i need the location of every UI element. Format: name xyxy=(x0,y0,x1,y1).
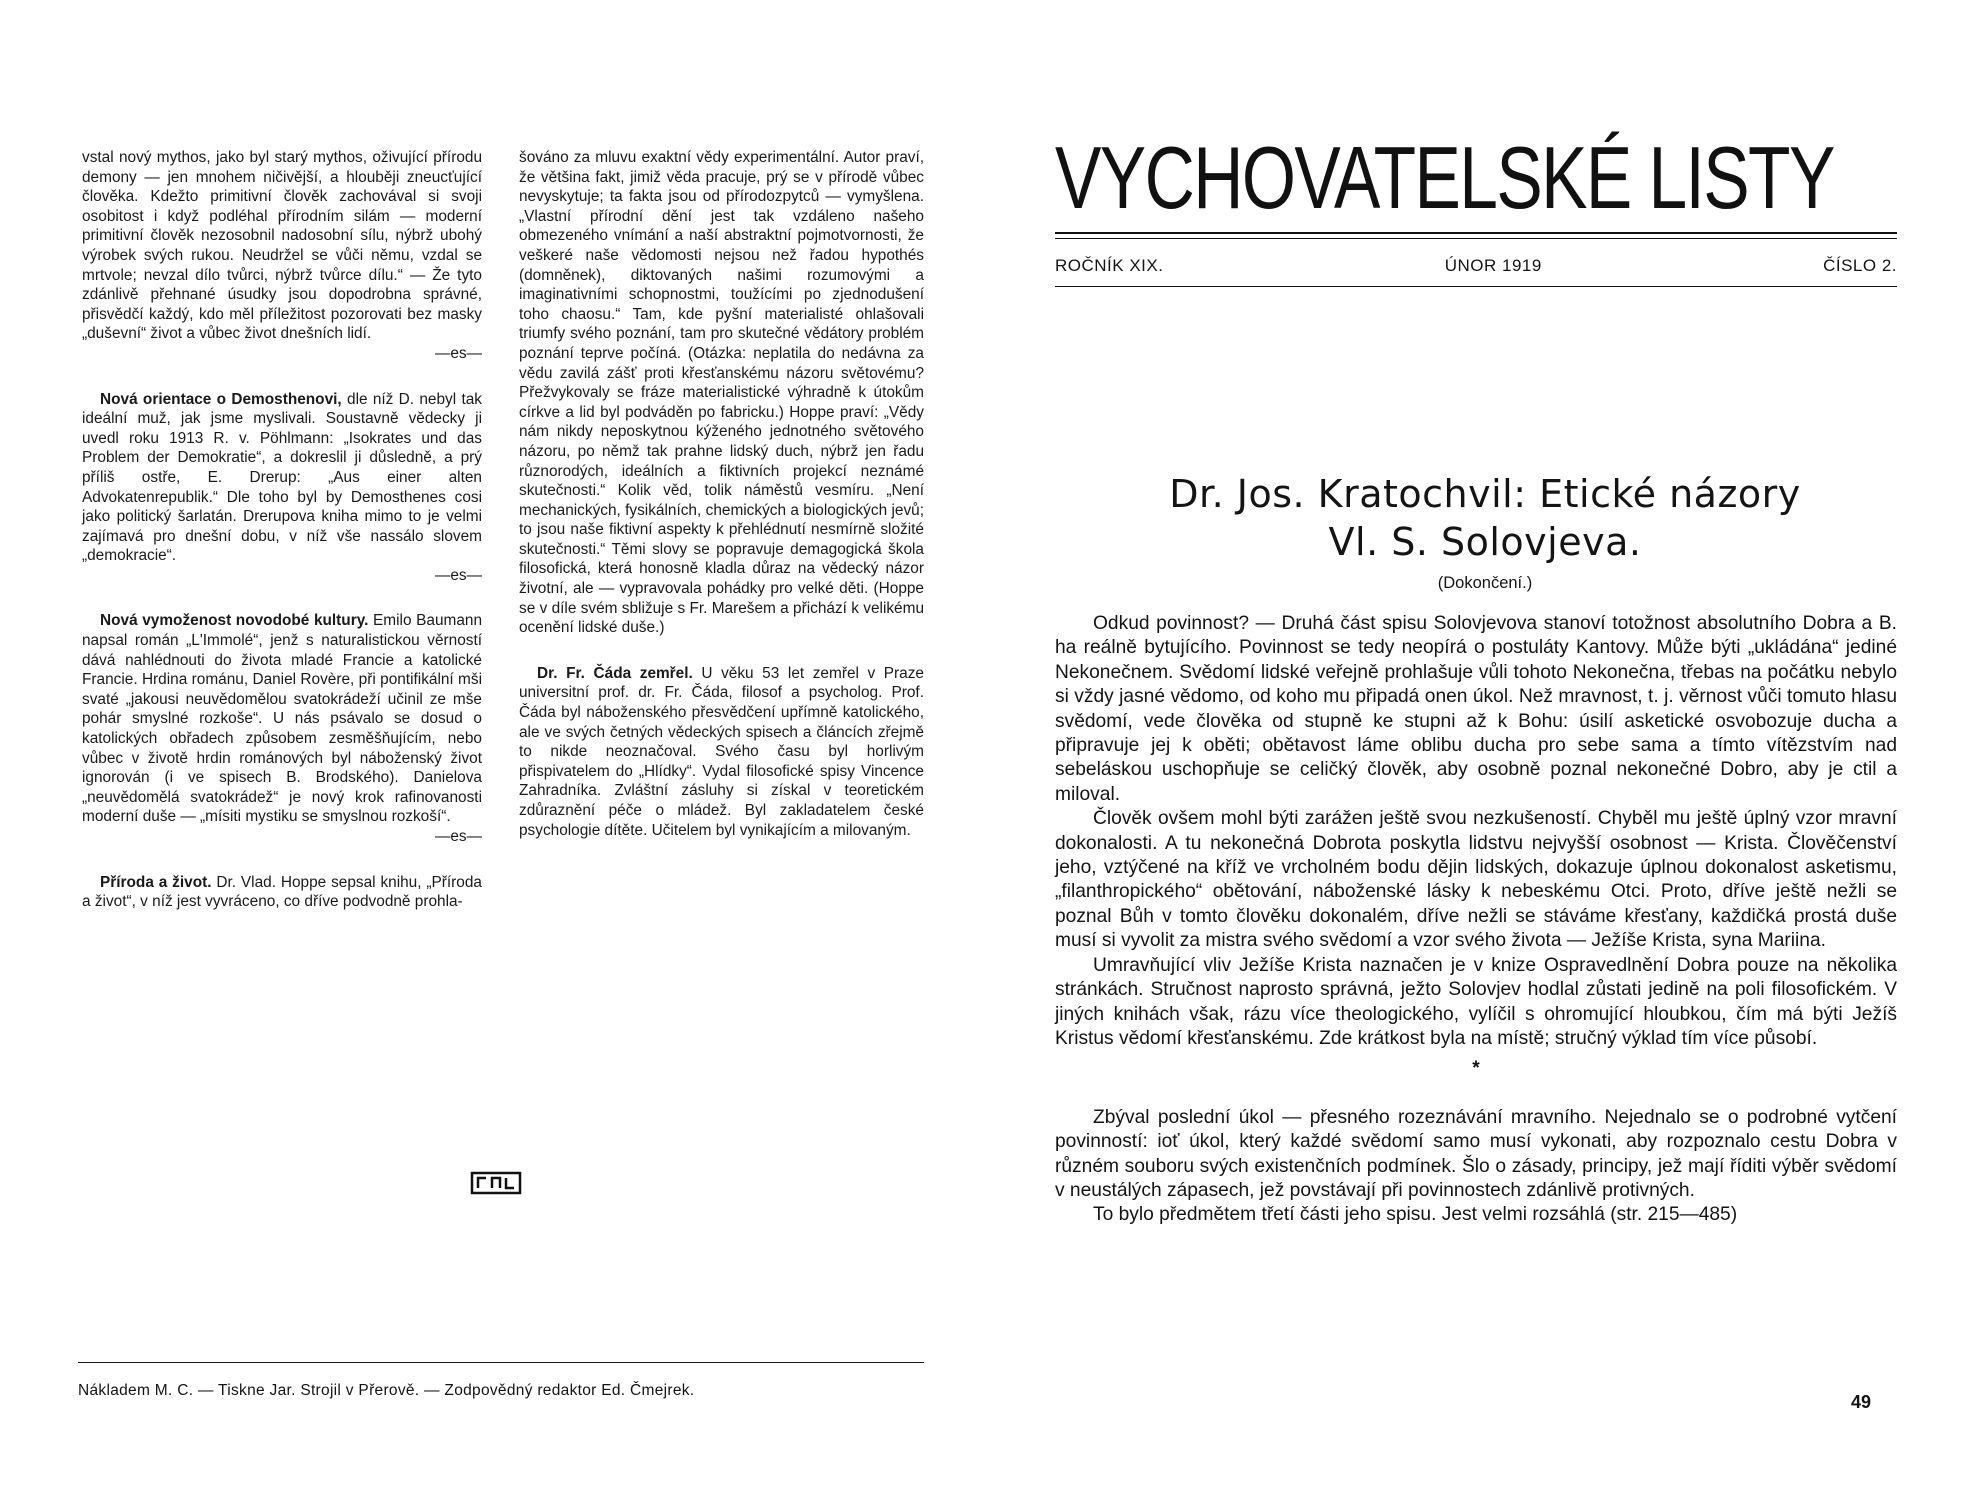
article-heading: Nová orientace o Demosthenovi, xyxy=(100,390,342,408)
article-heading: Příroda a život. xyxy=(100,873,212,891)
left-column-2 xyxy=(519,148,924,840)
article-heading: Nová vymoženost novodobé kultury. xyxy=(100,612,369,630)
paragraph-mythos: vstal nový mythos, jako byl starý mythos, oživující přírodu demony — jen mnohem ničivější, a hlouběji zneucťující člověka. Kdežto primitivní člověk zachovával si svoji osobitost i když podléhal přírodním silám — moderní primitivní člověk nezosobnil nadosobní sílu, nýbrž ubohý výrobek svých rukou. Neudržel se vůči němu, vzdal se mrtvole; nevzal dílo tvůrci, nýbrž tvůrce dílu.“ — Že tyto zdánlivě přehnané úsudky jsou dopodrobna správné, přisvědčí každý, kdo měl příležitost pozorovati bez masky „duševní“ život a vůbec život dnešních lidí. —es— xyxy=(82,149,482,362)
body-paragraph: Odkud povinnost? — Druhá část spisu Solovjevova stanoví totožnost absolutního Dobra a B. ha reálně bytujícího. Povinnost se tedy neopírá o postuláty Kantovy. Může býti „ukládána“ jediné Nekonečnem. Svědomí lidské veřejně prohlašuje vůli tohoto Nekonečna, třebas na počátku nebylo si vždy jasné vědomo, od koho mu připadá onen úkol. Než mravnost, t. j. věrnost vůči tomuto hlasu svědomí, vede člověka od stupně ke stupni až k Bohu: úsilí asketické osvobozuje ducha a připravuje jej k oběti; obětavost láme oblibu ducha pro sebe sama a tímto vítězstvím nad sebeláskou uschopňuje se celičký člověk, aby osobně poznal nekonečné Dobro, aby je ctil a miloval. xyxy=(1055,613,1897,805)
left-column-1 xyxy=(82,148,482,912)
article-kultury: Nová vymoženost novodobé kultury. Emilo Baumann napsal román „L'Immolé“, jenž s naturalistickou věrností dává nahlédnouti do života mladé Francie a katolické Francie. Hrdina románu, Daniel Rovère, při pontifikální mši svaté „jakousi neuvědomělou svatokrádeží učinil ze mše pohár smyslné rozkoše“. U nás psávalo se dosud o katolických obřadech způsobem zesměšňujícím, nebo vůbec v životě hrdin románových byl náboženský život ignorován (i ve spisech B. Brodského). Danielova „neuvědomělá svatokrádež“ je nový krok rafinovanosti moderní duše — „mísiti mystiku se smyslnou rozkoší“. —es— xyxy=(82,612,483,845)
article-body xyxy=(1055,612,1897,1228)
article-cada: Dr. Fr. Čáda zemřel. U věku 53 let zemřel v Praze universitní prof. dr. Fr. Čáda, filosof a psycholog. Prof. Čáda byl náboženského přesvědčení upřímně katolického, ale ve svých četných vědeckých spisech a článcích zřejmě to nikde neoznačoval. Svého času byl horlivým přispivatelem do „Hlídky“. Vydal filosofické spisy Vincence Zahradníka. Zvláštní zásluhy si získal v teoretickém zdůraznění péče o mládež. Byl zakladatelem české psychologie dítěte. Učitelem byl vynikajícím a milovaným. xyxy=(519,664,924,839)
title-line-2: Vl. S. Solovjeva. xyxy=(1328,520,1642,564)
signature: —es— xyxy=(434,344,482,362)
issue-meta-row xyxy=(1055,256,1897,276)
article-subtitle: (Dokončení.) xyxy=(1437,574,1533,592)
article-priroda: Příroda a život. Dr. Vlad. Hoppe sepsal knihu, „Příroda a život“, v níž jest vyvráceno, co dříve podvodně prohla- xyxy=(82,873,482,911)
body-paragraph: To bylo předmětem třetí části jeho spisu. Jest velmi rozsáhlá (str. 215—485) xyxy=(1093,1204,1738,1226)
right-page xyxy=(985,0,1970,1500)
page-number: 49 xyxy=(1851,1392,1872,1412)
masthead-title: VYCHOVATELSKÉ LISTY xyxy=(1055,128,1834,227)
body-paragraph: Umravňující vliv Ježíše Krista naznačen je v knize Ospravedlnění Dobra pouze na několika stránkách. Stručnost naprosto správná, ježto Solovjev hodlal zůstati jedině na poli filosofickém. V jiných knihách však, rázu více theologického, vylíčil s ohromující hloubkou, čím má býti Ježíš Kristus vědomí křesťanskému. Zde krátkost byla na místě; stručný výklad tím více působí. xyxy=(1055,954,1897,1049)
issue-number: ČÍSLO 2. xyxy=(1823,256,1897,275)
masthead-rule xyxy=(1055,232,1897,234)
footer-rule xyxy=(78,1362,924,1363)
body-paragraph: Člověk ovšem mohl býti zarážen ještě svou nezkušeností. Chyběl mu ještě úplný vzor mravní dokonalosti. A tu nekonečná Dobrota poskytla lidstvu nejvyšší osobnost — Krista. Člověčenství jeho, vztýčené na kříž ve vrcholném bodu dějin lidských, dokazuje úplnou dokonalost asketismu, „filanthropického“ obětování, náboženské lásky k nebeskému Otci. Proto, dříve ještě nežli se poznal Bůh v tomto člověku dokonalém, dříve nežli se stáváme křesťany, každičká prostá duše musí si vyvolit za mistra svého svědomí a vzor svého života — Ježíše Krista, syna Mariina. xyxy=(1055,808,1897,952)
article-demosthenes: Nová orientace o Demosthenovi, dle níž D. nebyl tak ideální muž, jak jsme myslivali. Soustavně vědecky ji uvedl roku 1913 R. v. Pöhlmann: „Isokrates und das Problem der Demokratie“, a dokreslil ji důsledně, a prý příliš ostře, E. Drerup: „Aus einer alten Advokatenrepublik.“ Dle toho byl by Demosthenes cosi jako politický šarlatán. Drerupova kniha mimo to je velmi zajímavá pro dnešní dobu, v níž vše nassálo slovem „demokracie“. —es— xyxy=(82,390,482,584)
signature: —es— xyxy=(434,566,482,584)
paragraph-priroda-cont: šováno za mluvu exaktní vědy experimentální. Autor praví, že většina fakt, jimiž věda pracuje, prý se v přírodě vůbec nevyskytuje; ta fakta jsou od přírodozpytců — vymyšlena. „Vlastní přírodní dění jest tak vzdáleno našeho obmezeného vnímání a naší abstraktní pojmotvornosti, že veškeré naše vědomosti nejsou než řadou hypothés (domněnek), diktovaných našimi rozumovými a imaginativními schopnostmi, toužícími po zjednodušení toho chaosu.“ Tam, kde pyšní materialisté ohlašovali triumfy svého poznání, tam pro skutečné vědátory problém poznání teprve počíná. (Otázka: neplatila do nedávna za vědu zavilá zášť proti křesťanskému názoru světovému? Přežvykovaly se fráze materialistické výhradně k útokům církve a lid byl podváděn po fabricku.) Hoppe praví: „Vědy nám nikdy neposkytnou kýženého jednotného světového názoru, po němž tak prahne lidský duch, nýbrž jen řadu různorodých, ideálních a fiktivních projekcí neznámé skutečnosti.“ Kolik věd, tolik náměstů vesmíru. „Není mechanických, fysikálních, chemických a biologických jevů; to jsou naše fiktivní aspekty k přehlédnutí nesmírně složité skutečnosti.“ Těmi slovy se popravuje demagogická škola filosofická, která honosně kladla důraz na vědecký názor životní, ale — vypravovala pohádky pro velké děti. (Hoppe se v díle svém sbližuje s Fr. Marešem a přichází k velikému ocenění lidské duše.) xyxy=(519,149,924,637)
meta-rule xyxy=(1055,286,1897,287)
imprint-footer: Nákladem M. C. — Tiskne Jar. Strojil v Přerově. — Zodpovědný redaktor Ed. Čmejrek. xyxy=(78,1382,695,1399)
section-star-separator: * xyxy=(1472,1058,1480,1080)
issue-date: ÚNOR 1919 xyxy=(1444,256,1542,275)
article-heading: Dr. Fr. Čáda zemřel. xyxy=(537,664,693,682)
title-line-1: Dr. Jos. Kratochvil: Etické názory xyxy=(1169,472,1801,516)
signature: —es— xyxy=(434,828,482,845)
masthead-rule-thin xyxy=(1055,238,1897,239)
article-title xyxy=(1105,470,1865,566)
body-paragraph: Zbýval poslední úkol — přesného rozeznávání mravního. Nejednalo se o podrobné vytčení povinností: ioť úkol, který každé svědomí samo musí vykonati, aby rozpoznalo cestu Dobra v různém souboru svých existenčních podmínek. Šlo o zásady, principy, jež mají říditi výběr svědomí v neustálých zápasech, jež povstávají při povinnostech zdánlivě protivných. xyxy=(1055,1106,1897,1201)
printer-ornament-icon xyxy=(470,1170,522,1196)
volume-label: ROČNÍK XIX. xyxy=(1055,256,1164,275)
